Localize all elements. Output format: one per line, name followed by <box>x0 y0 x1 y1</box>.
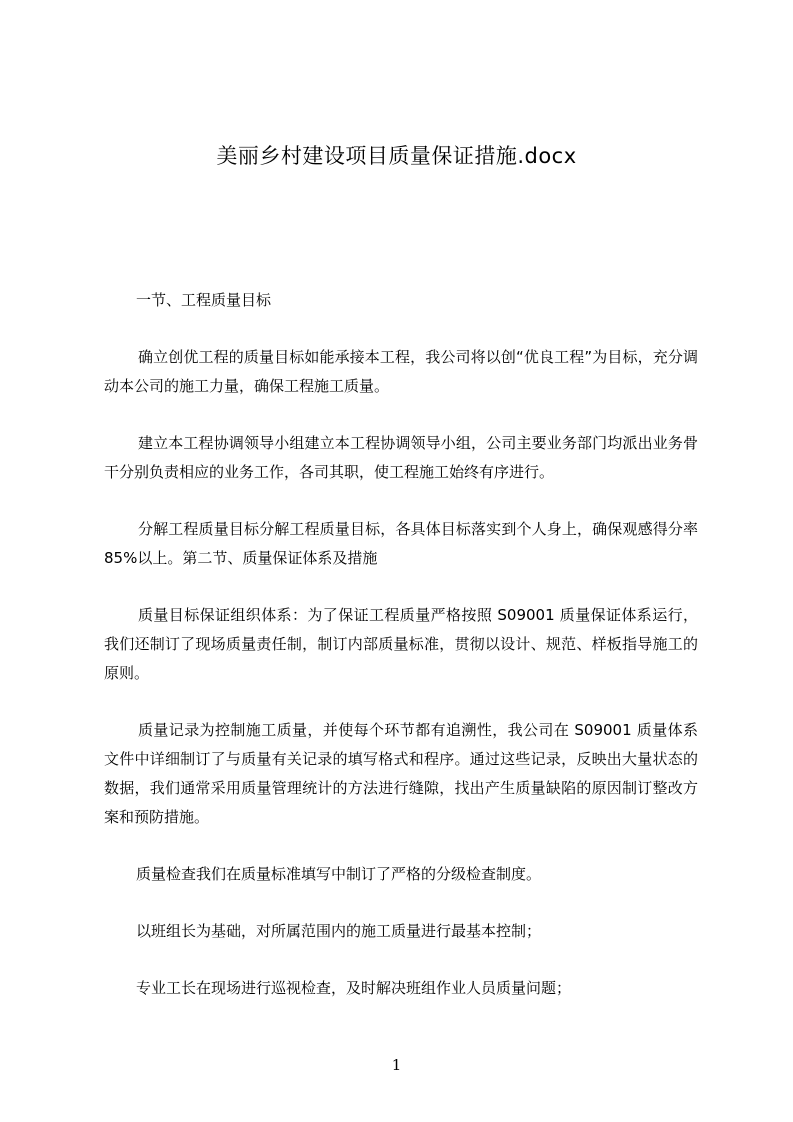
paragraph-team-leader-control: 以班组长为基础，对所属范围内的施工质量进行最基本控制； <box>136 922 542 940</box>
document-body <box>104 287 698 1003</box>
paragraph-foreman-inspection: 专业工长在现场进行巡视检查，及时解决班组作业人员质量问题； <box>136 979 572 997</box>
paragraph-quality-inspection: 质量检查我们在质量标准填写中制订了严格的分级检查制度。 <box>136 865 542 883</box>
page-number: 1 <box>391 1056 402 1074</box>
paragraph-quality-goal: 确立创优工程的质量目标如能承接本工程，我公司将以创“优良工程”为目标，充分调动本公司的施工力量，确保工程施工质量。 <box>104 348 698 395</box>
section-heading: 一节、工程质量目标 <box>136 291 272 309</box>
paragraph-goal-breakdown: 分解工程质量目标分解工程质量目标，各具体目标落实到个人身上，确保观感得分率 85%以上。第二节、质量保证体系及措施 <box>104 520 698 567</box>
paragraph-quality-records: 质量记录为控制施工质量，并使每个环节都有追溯性，我公司在 S09001 质量体系文件中详细制订了与质量有关记录的填写格式和程序。通过这些记录，反映出大量状态的数据，我们通常采用质量管理统计的方法进行缝隙，找出产生质量缺陷的原因制订整改方案和预防措施。 <box>104 721 698 826</box>
document-title: 美丽乡村建设项目质量保证措施.docx <box>216 144 577 168</box>
paragraph-coordination-team: 建立本工程协调领导小组建立本工程协调领导小组，公司主要业务部门均派出业务骨干分别负责相应的业务工作，各司其职，使工程施工始终有序进行。 <box>104 434 698 481</box>
paragraph-organization-system: 质量目标保证组织体系：为了保证工程质量严格按照 S09001 质量保证体系运行，我们还制订了现场质量责任制，制订内部质量标准，贯彻以设计、规范、样板指导施工的原则。 <box>104 606 698 682</box>
